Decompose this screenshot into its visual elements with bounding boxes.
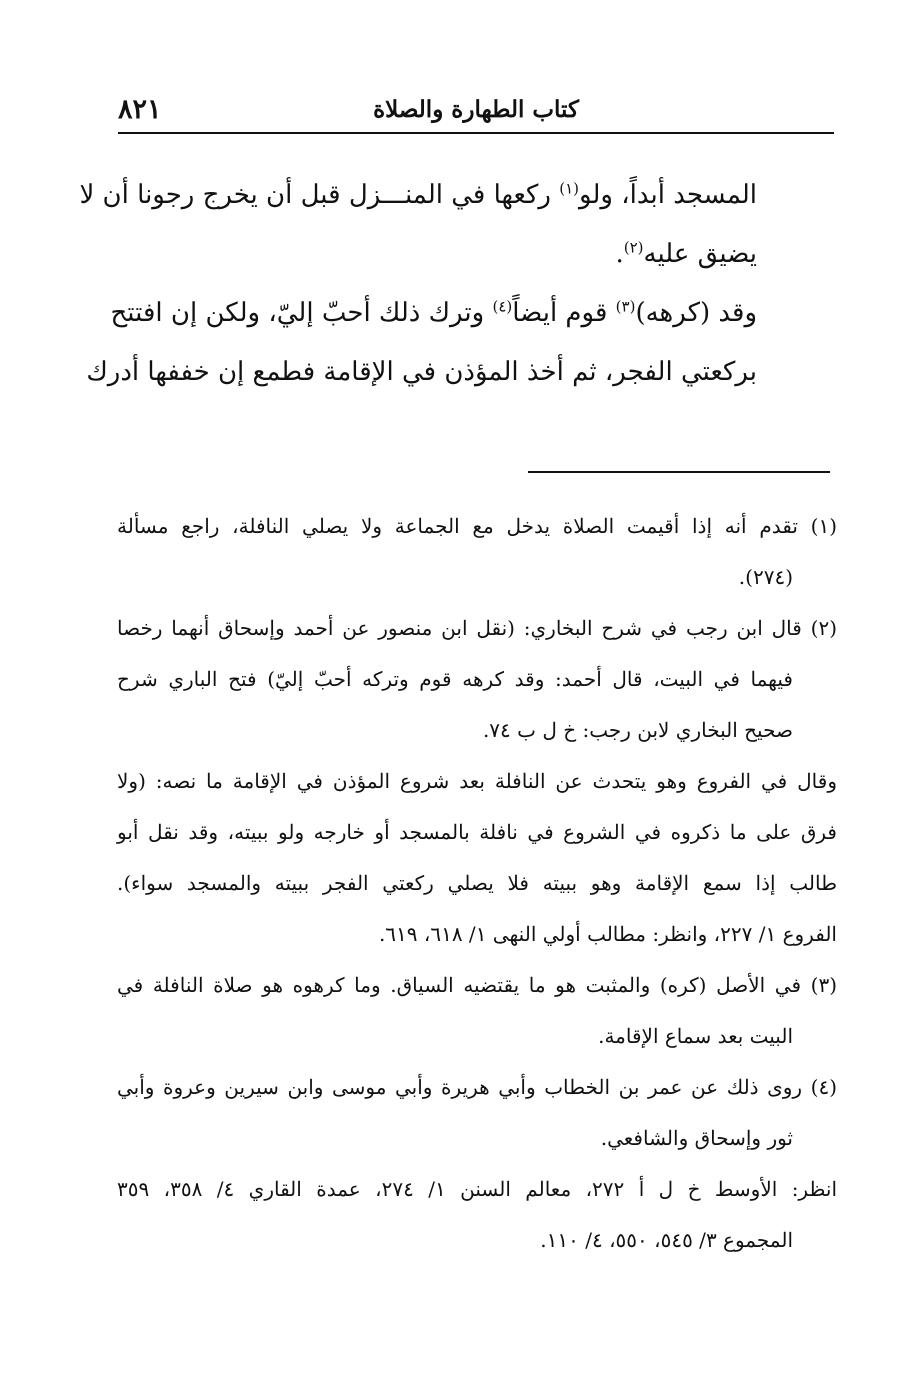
footnote-line: البيت بعد سماع الإقامة. [598,1024,793,1048]
footnote-line: (٤) روى ذلك عن عمر بن الخطاب وأبي هريرة وأبي موسى وابن سيرين وعروة وأبي [117,1075,837,1099]
footnote-ref: (١) [559,179,580,198]
footnotes [117,504,837,1269]
main-line [79,172,757,231]
main-text-run: . [615,239,624,269]
main-line [110,290,757,349]
footnote-line: فيهما في البيت، قال أحمد: وقد كرهه قوم وتركه أحبّ إليّ) فتح الباري شرح [117,667,793,691]
main-text [79,172,757,408]
book-title: كتاب الطهارة والصلاة [373,96,579,123]
footnote-line: الفروع ١/ ٢٢٧، وانظر: مطالب أولي النهى ١/ ٦١٨، ٦١٩. [378,922,837,946]
footnote-ref: (٤) [492,297,513,316]
footnote-line: (١) تقدم أنه إذا أقيمت الصلاة يدخل مع الجماعة ولا يصلي النافلة، راجع مسألة [117,514,837,538]
footnote-line: طالب إذا سمع الإقامة وهو ببيته فلا يصلي ركعتي الفجر ببيته والمسجد سواء). [117,871,837,895]
main-text-run: يضيق عليه [643,239,757,269]
main-text-run: قوم أيضاً [512,298,616,328]
footnote-line: ثور وإسحاق والشافعي. [600,1126,793,1150]
footnote-line: المجموع ٣/ ٥٤٥، ٥٥٠، ٤/ ١١٠. [540,1228,793,1252]
footnote-line: (٣) في الأصل (كره) والمثبت هو ما يقتضيه السياق. وما كرهوه هو صلاة النافلة في [117,973,837,997]
footnote-line: (٢٧٤). [738,565,793,589]
footnote-line: صحيح البخاري لابن رجب: خ ل ب ٧٤. [482,718,793,742]
header-rule [118,132,834,134]
main-line [86,349,757,408]
main-line [117,231,757,290]
main-text-run: المسجد أبداً، ولو [579,180,757,210]
footnote-ref: (٢) [623,238,644,257]
footnote-line: انظر: الأوسط خ ل أ ٢٧٢، معالم السنن ١/ ٢٧٤، عمدة القاري ٤/ ٣٥٨، ٣٥٩ [117,1177,838,1201]
footnote-ref: (٣) [615,297,636,316]
main-text-run: بركعتي الفجر، ثم أخذ المؤذن في الإقامة فطمع إن خففها أدرك [86,357,757,387]
footnote-line: وقال في الفروع وهو يتحدث عن النافلة بعد شروع المؤذن في الإقامة ما نصه: (ولا [117,769,837,793]
footnote-separator [528,471,830,473]
main-text-run: وقد (كرهه) [635,298,757,328]
main-text-run: ركعها في المنـــزل قبل أن يخرج رجونا أن لا [79,180,560,210]
main-text-run: وترك ذلك أحبّ إليّ، ولكن إن افتتح [110,298,493,328]
running-head [118,88,834,134]
page-number: ٨٢١ [118,94,162,125]
footnote-line: (٢) قال ابن رجب في شرح البخاري: (نقل ابن منصور عن أحمد وإسحاق أنهما رخصا [117,616,837,640]
footnote-line: فرق على ما ذكروه في الشروع في نافلة بالمسجد أو خارجه ولو ببيته، وقد نقل أبو [117,820,837,844]
